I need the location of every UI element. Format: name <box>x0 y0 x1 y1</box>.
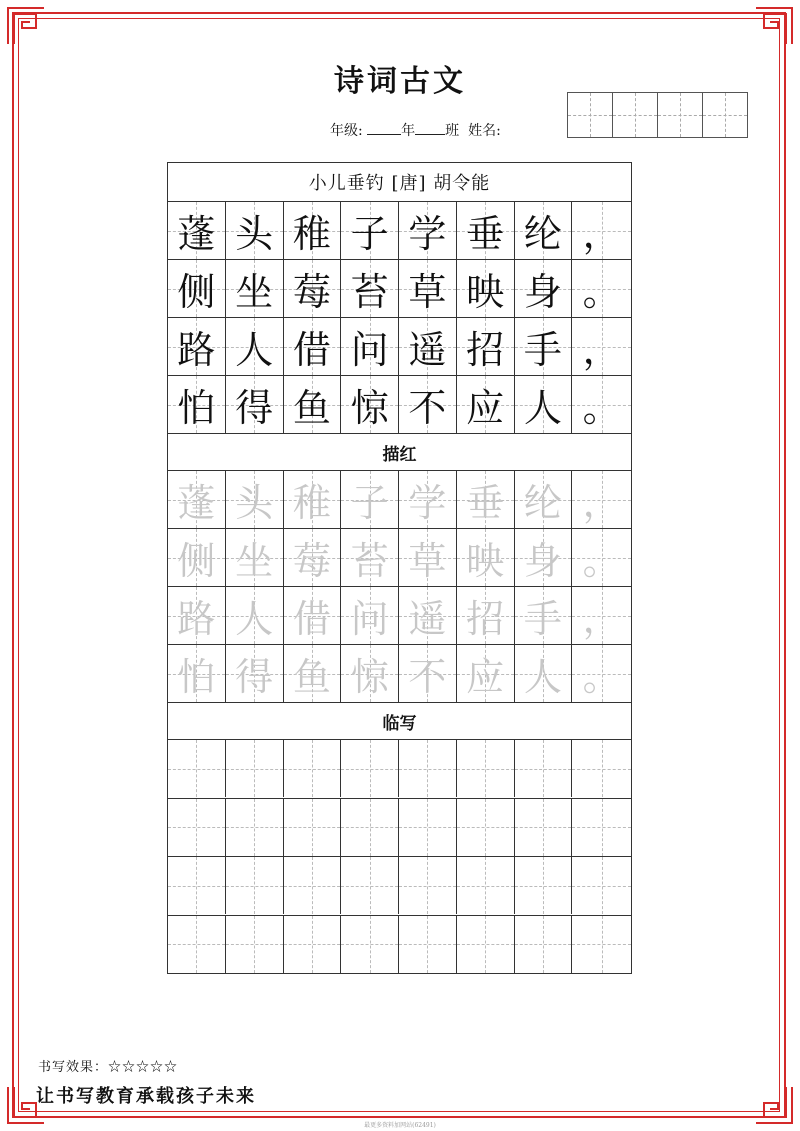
tianzige-cell[interactable] <box>341 740 399 797</box>
tianzige-cell[interactable] <box>226 740 284 797</box>
grid-row <box>168 799 631 858</box>
character: 。 <box>582 270 621 314</box>
character: 人 <box>523 386 562 430</box>
character: 草 <box>408 539 447 583</box>
tianzige-cell[interactable] <box>457 916 515 973</box>
character: ， <box>582 481 621 525</box>
tianzige-cell <box>341 318 399 375</box>
tianzige-cell[interactable] <box>226 799 284 856</box>
tianzige-cell[interactable] <box>572 857 631 914</box>
tianzige-cell <box>399 529 457 586</box>
year-label: 年 <box>401 123 416 139</box>
grid-row <box>168 202 631 260</box>
tianzige-cell <box>284 318 342 375</box>
tianzige-cell <box>168 529 226 586</box>
tianzige-cell[interactable] <box>341 916 399 973</box>
tianzige-cell[interactable] <box>399 799 457 856</box>
character: 惊 <box>350 655 389 699</box>
character: 映 <box>466 270 505 314</box>
character: 鱼 <box>292 386 331 430</box>
tianzige-cell <box>399 318 457 375</box>
tianzige-cell[interactable] <box>284 799 342 856</box>
tianzige-cell <box>341 645 399 702</box>
character: 子 <box>350 212 389 256</box>
tianzige-cell <box>457 645 515 702</box>
tianzige-cell <box>457 587 515 644</box>
trace-grid <box>168 471 631 702</box>
tianzige-cell <box>572 471 631 528</box>
character: 人 <box>523 655 562 699</box>
tianzige-cell[interactable] <box>168 916 226 973</box>
name-writing-grid[interactable] <box>568 92 748 138</box>
tianzige-cell <box>341 376 399 433</box>
tianzige-cell <box>168 376 226 433</box>
tianzige-cell[interactable] <box>341 799 399 856</box>
name-box[interactable] <box>657 92 703 138</box>
tianzige-cell[interactable] <box>515 799 573 856</box>
trace-section-label: 描红 <box>168 433 631 471</box>
tianzige-cell[interactable] <box>341 857 399 914</box>
character: 蓬 <box>177 481 216 525</box>
character: 侧 <box>177 270 216 314</box>
tianzige-cell <box>284 587 342 644</box>
character: 侧 <box>177 539 216 583</box>
tianzige-cell <box>515 202 573 259</box>
tianzige-cell[interactable] <box>399 740 457 797</box>
tianzige-cell <box>284 529 342 586</box>
tianzige-cell <box>515 645 573 702</box>
character: 子 <box>350 481 389 525</box>
name-box[interactable] <box>612 92 658 138</box>
grid-row <box>168 916 631 974</box>
character: 头 <box>235 212 274 256</box>
grid-row <box>168 857 631 916</box>
character: 手 <box>523 597 562 641</box>
character: 手 <box>523 328 562 372</box>
character: 纶 <box>523 481 562 525</box>
tianzige-cell <box>341 471 399 528</box>
tianzige-cell <box>226 587 284 644</box>
tianzige-cell <box>226 645 284 702</box>
character: ， <box>582 212 621 256</box>
tianzige-cell <box>457 529 515 586</box>
grid-row <box>168 587 631 645</box>
character: 草 <box>408 270 447 314</box>
tianzige-cell <box>341 587 399 644</box>
character: 得 <box>235 386 274 430</box>
character: 怕 <box>177 386 216 430</box>
tianzige-cell <box>284 471 342 528</box>
tianzige-cell[interactable] <box>284 857 342 914</box>
character: 怕 <box>177 655 216 699</box>
page-title: 诗词古文 <box>334 64 466 99</box>
tianzige-cell[interactable] <box>399 916 457 973</box>
tianzige-cell <box>572 529 631 586</box>
name-box[interactable] <box>702 92 748 138</box>
tianzige-cell <box>457 471 515 528</box>
character: 坐 <box>235 270 274 314</box>
character: 苔 <box>350 270 389 314</box>
tianzige-cell[interactable] <box>572 799 631 856</box>
tianzige-cell <box>226 260 284 317</box>
character: 坐 <box>235 539 274 583</box>
tianzige-cell <box>226 376 284 433</box>
grade-label: 年级: <box>330 123 363 139</box>
tianzige-cell <box>572 202 631 259</box>
tianzige-cell <box>515 318 573 375</box>
grid-row <box>168 529 631 587</box>
tianzige-cell <box>515 260 573 317</box>
character: 借 <box>292 328 331 372</box>
tianzige-cell <box>457 202 515 259</box>
tianzige-cell <box>399 376 457 433</box>
tianzige-cell <box>284 260 342 317</box>
tianzige-cell <box>515 471 573 528</box>
character: 映 <box>466 539 505 583</box>
character: 应 <box>466 386 505 430</box>
character: 学 <box>408 212 447 256</box>
tianzige-cell <box>226 529 284 586</box>
class-label: 班 <box>445 123 460 139</box>
tianzige-cell <box>399 260 457 317</box>
tianzige-cell <box>226 202 284 259</box>
character: 遥 <box>408 328 447 372</box>
tianzige-cell <box>572 318 631 375</box>
tianzige-cell <box>341 202 399 259</box>
tianzige-cell[interactable] <box>572 740 631 797</box>
character: 稚 <box>292 481 331 525</box>
character: 。 <box>582 386 621 430</box>
tianzige-cell <box>515 587 573 644</box>
character: 蓬 <box>177 212 216 256</box>
tianzige-cell <box>572 587 631 644</box>
character: 头 <box>235 481 274 525</box>
character: 人 <box>235 328 274 372</box>
character: 招 <box>466 328 505 372</box>
tianzige-cell <box>399 471 457 528</box>
character: 路 <box>177 597 216 641</box>
name-box[interactable] <box>567 92 613 138</box>
tianzige-cell[interactable] <box>284 916 342 973</box>
character: 遥 <box>408 597 447 641</box>
character: 身 <box>523 270 562 314</box>
writing-rating: 书写效果：☆☆☆☆☆ <box>38 1060 179 1075</box>
tianzige-cell[interactable] <box>457 799 515 856</box>
character: 不 <box>408 655 447 699</box>
tianzige-cell <box>168 645 226 702</box>
tianzige-cell <box>572 376 631 433</box>
tianzige-cell <box>572 260 631 317</box>
character: ， <box>582 597 621 641</box>
corner-ornament-icon <box>6 6 46 46</box>
footer-note: 最更多资料加网站(62491) <box>364 1122 436 1129</box>
tianzige-cell <box>572 645 631 702</box>
practice-sheet <box>167 162 632 974</box>
grade-blank[interactable] <box>367 122 401 135</box>
tianzige-cell <box>168 318 226 375</box>
character: 路 <box>177 328 216 372</box>
grid-row <box>168 318 631 376</box>
tianzige-cell[interactable] <box>168 857 226 914</box>
tianzige-cell[interactable] <box>168 799 226 856</box>
tianzige-cell[interactable] <box>226 857 284 914</box>
grid-row <box>168 376 631 433</box>
tianzige-cell[interactable] <box>226 916 284 973</box>
tianzige-cell[interactable] <box>457 740 515 797</box>
character: 稚 <box>292 212 331 256</box>
tianzige-cell[interactable] <box>399 857 457 914</box>
tianzige-cell[interactable] <box>168 740 226 797</box>
tianzige-cell[interactable] <box>572 916 631 973</box>
character: 苔 <box>350 539 389 583</box>
character: 不 <box>408 386 447 430</box>
character: 垂 <box>466 481 505 525</box>
tianzige-cell <box>168 471 226 528</box>
tianzige-cell <box>226 318 284 375</box>
character: 问 <box>350 328 389 372</box>
tianzige-cell <box>168 202 226 259</box>
tianzige-cell[interactable] <box>284 740 342 797</box>
tianzige-cell <box>399 202 457 259</box>
tianzige-cell <box>457 376 515 433</box>
character: 。 <box>582 655 621 699</box>
practice-grid <box>168 740 631 973</box>
practice-section-label: 临写 <box>168 702 631 740</box>
tianzige-cell <box>168 587 226 644</box>
character: 借 <box>292 597 331 641</box>
grid-row <box>168 471 631 529</box>
tianzige-cell <box>399 587 457 644</box>
tianzige-cell[interactable] <box>515 916 573 973</box>
student-info-line <box>330 120 501 140</box>
class-blank[interactable] <box>415 122 445 135</box>
tianzige-cell <box>341 260 399 317</box>
tianzige-cell <box>284 376 342 433</box>
tianzige-cell[interactable] <box>457 857 515 914</box>
character: 得 <box>235 655 274 699</box>
tianzige-cell <box>284 202 342 259</box>
corner-ornament-icon <box>754 1085 794 1125</box>
tianzige-cell <box>457 318 515 375</box>
tianzige-cell <box>341 529 399 586</box>
grid-row <box>168 740 631 799</box>
character: 莓 <box>292 539 331 583</box>
character: 身 <box>523 539 562 583</box>
tianzige-cell <box>457 260 515 317</box>
character: 。 <box>582 539 621 583</box>
character: 人 <box>235 597 274 641</box>
poem-header: 小儿垂钓 [唐] 胡令能 <box>168 163 631 202</box>
tianzige-cell <box>515 529 573 586</box>
character: 纶 <box>523 212 562 256</box>
character: 惊 <box>350 386 389 430</box>
character: 招 <box>466 597 505 641</box>
grid-row <box>168 260 631 318</box>
slogan: 让书写教育承载孩子未来 <box>36 1086 256 1107</box>
grid-row <box>168 645 631 702</box>
tianzige-cell[interactable] <box>515 740 573 797</box>
tianzige-cell <box>284 645 342 702</box>
character: 学 <box>408 481 447 525</box>
character: 垂 <box>466 212 505 256</box>
tianzige-cell[interactable] <box>515 857 573 914</box>
character: 应 <box>466 655 505 699</box>
tianzige-cell <box>226 471 284 528</box>
tianzige-cell <box>168 260 226 317</box>
tianzige-cell <box>399 645 457 702</box>
name-label: 姓名: <box>468 123 501 139</box>
character: 鱼 <box>292 655 331 699</box>
poem-grid <box>168 202 631 433</box>
character: 莓 <box>292 270 331 314</box>
tianzige-cell <box>515 376 573 433</box>
character: ， <box>582 328 621 372</box>
character: 问 <box>350 597 389 641</box>
corner-ornament-icon <box>754 6 794 46</box>
